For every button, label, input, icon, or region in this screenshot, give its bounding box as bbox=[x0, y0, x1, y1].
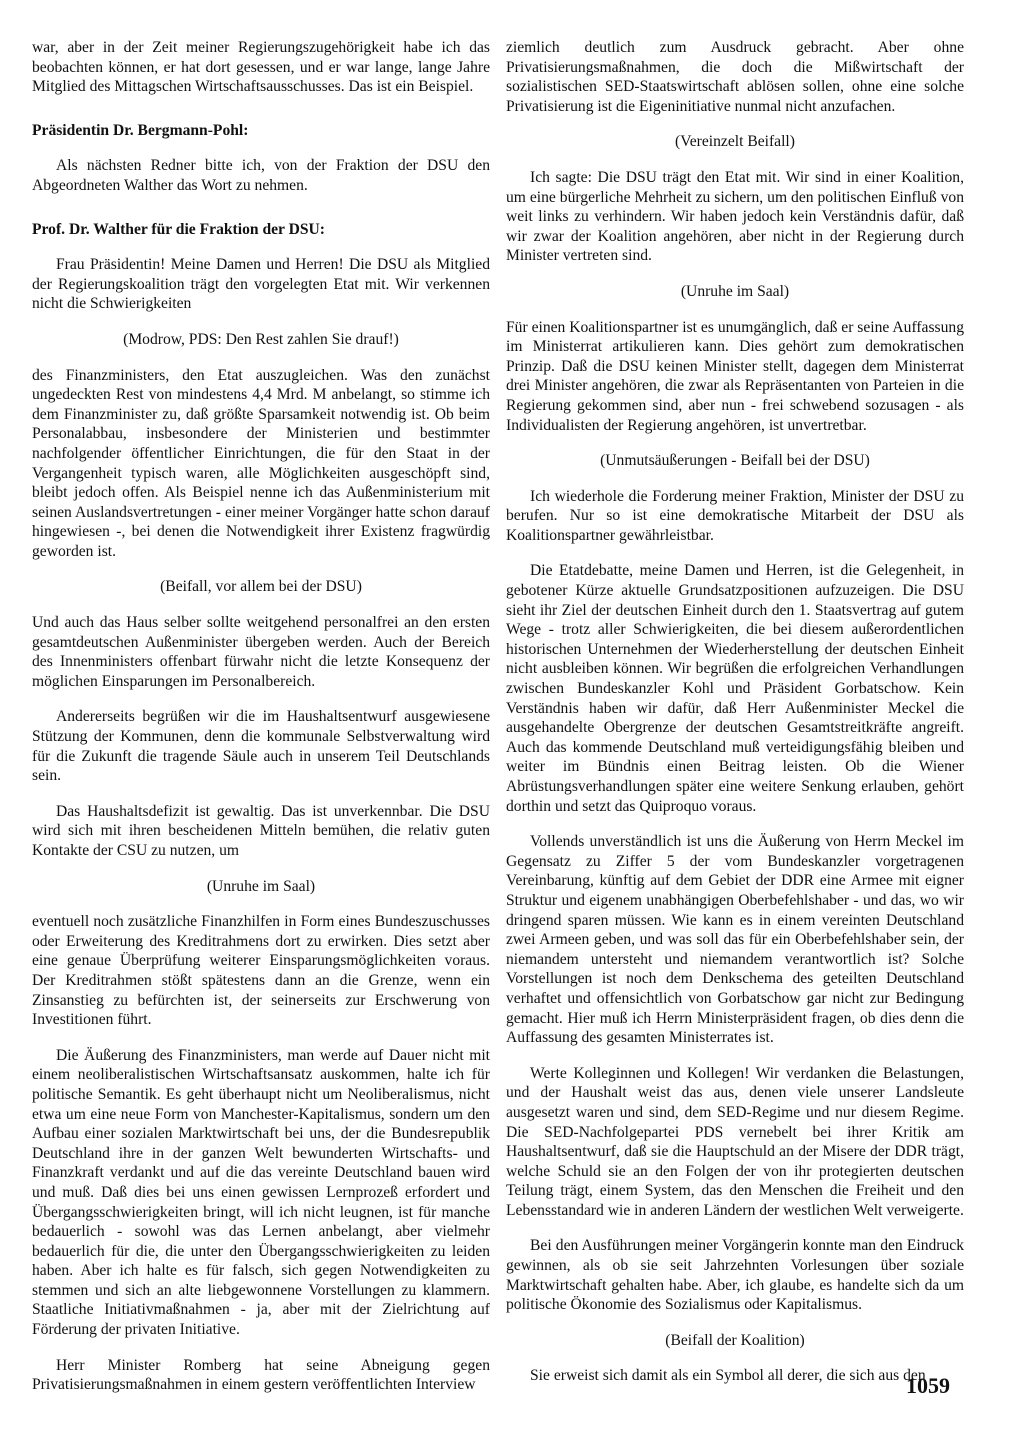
paragraph: Als nächsten Redner bitte ich, von der Fraktion der DSU den Abgeordneten Walther das Wort zu nehmen. bbox=[32, 157, 490, 194]
interjection: (Vereinzelt Beifall) bbox=[675, 133, 795, 151]
interjection: (Beifall der Koalition) bbox=[665, 1331, 805, 1349]
speaker-heading: Prof. Dr. Walther für die Fraktion der DSU: bbox=[32, 220, 325, 238]
paragraph: war, aber in der Zeit meiner Regierungszugehörigkeit habe ich das beobachten können, er hat dort gesessen, und er war lange, lange Jahre Mitglied des Mittagschen Wirtschaftsausschusses. Das ist ein Beispiel. bbox=[32, 39, 490, 96]
right-column bbox=[506, 38, 964, 1402]
paragraph: Für einen Koalitionspartner ist es unumgänglich, daß er seine Auffassung im Ministerrat artikulieren kann. Dies gehört zum demokratischen Prinzip. Daß die DSU keinen Minister stellt, dagegen dem Ministerrat drei Minister angehören, die zwar als Repräsentanten von Parteien in die Regierung gekommen sind, aber nun - frei schwebend sozusagen - als Individualisten der Regierung angehören, ist unvertretbar. bbox=[506, 318, 964, 434]
paragraph: des Finanzministers, den Etat auszugleichen. Was den zunächst ungedeckten Rest von mindestens 4,4 Mrd. M anbelangt, so stimme ich dem Finanzminister zu, daß größte Sparsamkeit notwendig ist. Ob beim Personalabbau, insbesondere der Ministerien und bestimmter nachfolgender öffentlicher Einrichtungen, die für den Staat in der Vergangenheit typisch waren, alle Möglichkeiten ausgeschöpft sind, bleibt jedoch offen. Als Beispiel nenne ich das Außenministerium mit seinen Auslandsvertretungen - einer meiner Vorgänger hatte schon darauf hingewiesen -, bei denen die Notwendigkeit ihrer Existenz fragwürdig geworden ist. bbox=[32, 366, 490, 560]
interjection: (Modrow, PDS: Den Rest zahlen Sie drauf!) bbox=[123, 330, 399, 348]
paragraph: Andererseits begrüßen wir die im Haushaltsentwurf ausgewiesene Stützung der Kommunen, denn die kommunale Selbstverwaltung wird für die Zukunft die tragende Säule auch in unserem Teil Deutschlands sein. bbox=[32, 708, 490, 785]
paragraph: Und auch das Haus selber sollte weitgehend personalfrei an den ersten gesamtdeutschen Außenminister übergeben werden. Auch der Bereich des Innenministers offenbart fürwahr nicht die letzte Konsequenz der möglichen Einsparungen im Personalbereich. bbox=[32, 614, 490, 690]
paragraph: Werte Kolleginnen und Kollegen! Wir verdanken die Belastungen, und der Haushalt weist das aus, denen viele unserer Landsleute ausgesetzt waren und sind, dem SED-Regime und nur diesem Regime. Die SED-Nachfolgepartei PDS vernebelt bei ihrer Kritik am Haushaltsentwurf, daß sie die Hauptschuld an der Misere der DDR trägt, welche Schuld sie an den Folgen der von ihr protegierten deutschen Teilung trägt, einem System, das den Menschen die Freiheit und den Lebensstandard wie in anderen Ländern der westlichen Welt verweigerte. bbox=[506, 1064, 964, 1219]
paragraph: Sie erweist sich damit als ein Symbol all derer, die sich aus den bbox=[530, 1367, 926, 1385]
interjection: (Unruhe im Saal) bbox=[206, 877, 316, 895]
interjection: (Unmutsäußerungen - Beifall bei der DSU) bbox=[600, 452, 870, 470]
paragraph: Frau Präsidentin! Meine Damen und Herren! Die DSU als Mitglied der Regierungskoalition trägt den vorgelegten Etat mit. Wir verkennen nicht die Schwierigkeiten bbox=[32, 256, 490, 313]
interjection: (Unruhe im Saal) bbox=[680, 282, 790, 300]
paragraph: Bei den Ausführungen meiner Vorgängerin konnte man den Eindruck gewinnen, als ob sie seit Jahrzehnten Vorlesungen über soziale Marktwirtschaft gehalten habe. Aber, ich glaube, es handelte sich da um politische Ökonomie des Sozialismus oder Kapitalismus. bbox=[506, 1237, 964, 1314]
paragraph: eventuell noch zusätzliche Finanzhilfen in Form eines Bundeszuschusses oder Erweiterung des Kreditrahmens dort zu erwirken. Dies setzt aber eine genaue Überprüfung weiterer Einsparungsmöglichkeiten voraus. Der Kreditrahmen stößt spätestens dann an die Grenze, wenn ein Zinsanstieg zu befürchten ist, der seinerseits zur Erschwerung von Investitionen führt. bbox=[32, 913, 490, 1029]
interjection: (Beifall, vor allem bei der DSU) bbox=[160, 578, 362, 596]
paragraph: ziemlich deutlich zum Ausdruck gebracht. Aber ohne Privatisierungsmaßnahmen, die doch die Mißwirtschaft der sozialistischen SED-Staatswirtschaft ablösen sollen, ohne eine solche Privatisierung ist die Eigeninitiative nunmal nicht anzufachen. bbox=[506, 39, 964, 115]
paragraph: Ich sagte: Die DSU trägt den Etat mit. Wir sind in einer Koalition, um eine bürgerliche Mehrheit zu sichern, um den politischen Einfluß von weit links zu verhindern. Wir haben jedoch kein Verständnis dafür, daß wir zwar der Koalition angehören, aber nicht in der Regierung durch Minister vertreten sind. bbox=[506, 168, 964, 265]
paragraph: Ich wiederhole die Forderung meiner Fraktion, Minister der DSU zu berufen. Nur so ist eine demokratische Mitarbeit der DSU als Koalitionspartner gewährleistbar. bbox=[506, 487, 964, 544]
paragraph: Die Etatdebatte, meine Damen und Herren, ist die Gelegenheit, in gebotener Kürze aktuelle Grundsatzpositionen aufzuzeigen. Die DSU sieht ihr Ziel der deutschen Einheit durch den 1. Staatsvertrag auf gutem Wege - trotz aller Schwierigkeiten, die bei diesem außerordentlichen historischen Unternehmen der Wiederherstellung der deutschen Einheit nicht ausbleiben können. Wir begrüßen die erfolgreichen Verhandlungen zwischen Bundeskanzler Kohl und Präsident Gorbatschow. Kein Verständnis haben wir dafür, daß Herr Außenminister Meckel die ausgehandelte Obergrenze der deutschen Gesamtstreitkräfte angreift. Auch das kommende Deutschland muß verteidigungsfähig bleiben und weiter im Bündnis einen Beitrag leisten. Ob die Wiener Abrüstungsverhandlungen später eine weitere Senkung erlauben, gehört dorthin und setzt das Quiproquo voraus. bbox=[506, 562, 964, 815]
paragraph: Das Haushaltsdefizit ist gewaltig. Das ist unverkennbar. Die DSU wird sich mit ihren bescheidenen Mitteln bemühen, die relativ guten Kontakte der CSU zu nutzen, um bbox=[32, 802, 490, 859]
paragraph: Vollends unverständlich ist uns die Äußerung von Herrn Meckel im Gegensatz zu Ziffer 5 der vom Bundeskanzler vorgetragenen Vereinbarung, künftig auf dem Gebiet der DDR eine Armee mit eigner Struktur und eigenem unabhängigen Oberbefehlshaber - und das, wo wir dringend sparen müssen. Wie kann es in einem vereinten Deutschland zwei Armeen geben, und was soll das für ein Oberbefehlshaber sein, der niemandem untersteht und niemandem verantwortlich ist? Solche Vorstellungen ist noch dem Denkschema des geteilten Deutschland verhaftet und offensichtlich von Gorbatschow gar nicht zur Bedingung gemacht. Hier muß ich Herrn Ministerpräsident fragen, ob dies denn die Auffassung des gesamten Ministerrates ist. bbox=[506, 833, 964, 1047]
page-number: 1059 bbox=[906, 1373, 950, 1398]
speaker-heading: Präsidentin Dr. Bergmann-Pohl: bbox=[32, 121, 249, 139]
paragraph: Die Äußerung des Finanzministers, man werde auf Dauer nicht mit einem neoliberalistischen Wirtschaftsansatz auskommen, halte ich für politische Semantik. Es geht überhaupt nicht um Neoliberalismus, nicht etwa um eine neue Form von Manchester-Kapitalismus, sondern um den Aufbau einer sozialen Marktwirtschaft bei uns, der die Bundesrepublik Deutschland ihre in der ganzen Welt bewunderten Wirtschafts- und Finanzkraft verdankt und auf die das vereinte Deutschland bauen wird und muß. Daß dies bei uns einen gewissen Lernprozeß erfordert und Übergangsschwierigkeiten bringt, will ich nicht leugnen, ist für manche bedauerlich - sowohl was das Lernen anbelangt, aber vielmehr bedauerlich für die, die unter den Übergangsschwierigkeiten zu leiden haben. Aber ich halte es für falsch, sich gegen Notwendigkeiten zu stemmen und sich an alte liebgewonnene Vorstellungen zu klammern. Staatliche Initiativmaßnahmen - ja, aber mit der Zielrichtung auf Förderung der privaten Initiative. bbox=[32, 1046, 490, 1339]
left-column bbox=[32, 38, 490, 1411]
paragraph: Herr Minister Romberg hat seine Abneigung gegen Privatisierungsmaßnahmen in einem gestern veröffentlichten Interview bbox=[32, 1356, 490, 1394]
